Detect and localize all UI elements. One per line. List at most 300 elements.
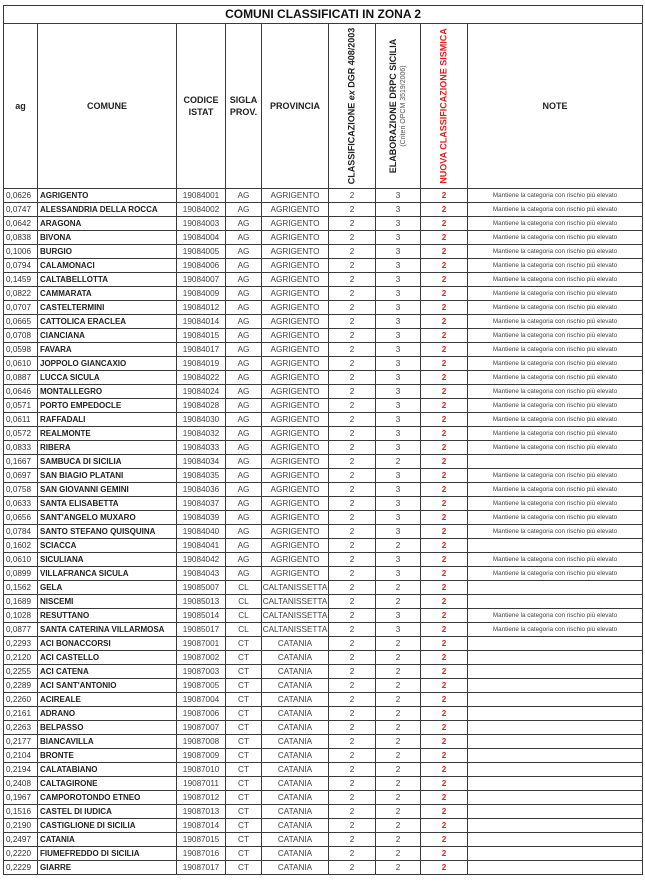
cell-sigla-prov: AG — [226, 455, 262, 469]
cell-classificazione-dgr: 2 — [329, 539, 376, 553]
cell-classificazione-dgr: 2 — [329, 595, 376, 609]
table-row — [4, 413, 643, 427]
cell-nuova-classificazione: 2 — [421, 553, 468, 567]
cell-provincia: CATANIA — [262, 665, 329, 679]
cell-comune: ADRANO — [38, 707, 177, 721]
cell-nuova-classificazione: 2 — [421, 441, 468, 455]
cell-provincia: CATANIA — [262, 861, 329, 875]
cell-codice-istat: 19084037 — [177, 497, 226, 511]
cell-ag: 0,0610 — [4, 553, 38, 567]
header-classificazione-b: DGR 408/2003 — [346, 27, 357, 91]
cell-note — [468, 693, 643, 707]
cell-note — [468, 847, 643, 861]
cell-note: Mantiene la categoria con rischio più elevato — [468, 609, 643, 623]
header-codice-line1: CODICE — [183, 95, 219, 105]
cell-ag: 0,2255 — [4, 665, 38, 679]
cell-codice-istat: 19087004 — [177, 693, 226, 707]
cell-comune: RESUTTANO — [38, 609, 177, 623]
cell-elaborazione-drpc: 2 — [376, 539, 421, 553]
cell-nuova-classificazione: 2 — [421, 833, 468, 847]
cell-elaborazione-drpc: 2 — [376, 707, 421, 721]
cell-elaborazione-drpc: 3 — [376, 245, 421, 259]
table-row — [4, 469, 643, 483]
cell-classificazione-dgr: 2 — [329, 497, 376, 511]
cell-provincia: AGRIGENTO — [262, 455, 329, 469]
cell-note — [468, 665, 643, 679]
cell-codice-istat: 19084007 — [177, 273, 226, 287]
cell-note: Mantiene la categoria con rischio più elevato — [468, 273, 643, 287]
cell-codice-istat: 19087009 — [177, 749, 226, 763]
cell-elaborazione-drpc: 3 — [376, 217, 421, 231]
cell-note — [468, 861, 643, 875]
cell-sigla-prov: CT — [226, 749, 262, 763]
cell-elaborazione-drpc: 2 — [376, 847, 421, 861]
table-row — [4, 595, 643, 609]
cell-sigla-prov: AG — [226, 567, 262, 581]
cell-provincia: AGRIGENTO — [262, 315, 329, 329]
cell-note — [468, 819, 643, 833]
cell-elaborazione-drpc: 3 — [376, 623, 421, 637]
cell-ag: 0,2161 — [4, 707, 38, 721]
table-row — [4, 763, 643, 777]
cell-note: Mantiene la categoria con rischio più elevato — [468, 623, 643, 637]
cell-provincia: AGRIGENTO — [262, 553, 329, 567]
cell-classificazione-dgr: 2 — [329, 525, 376, 539]
cell-classificazione-dgr: 2 — [329, 651, 376, 665]
cell-elaborazione-drpc: 2 — [376, 805, 421, 819]
cell-elaborazione-drpc: 3 — [376, 343, 421, 357]
cell-nuova-classificazione: 2 — [421, 679, 468, 693]
cell-sigla-prov: CT — [226, 861, 262, 875]
cell-sigla-prov: CT — [226, 805, 262, 819]
cell-comune: GELA — [38, 581, 177, 595]
cell-nuova-classificazione: 2 — [421, 217, 468, 231]
cell-sigla-prov: AG — [226, 315, 262, 329]
cell-sigla-prov: AG — [226, 483, 262, 497]
cell-codice-istat: 19084043 — [177, 567, 226, 581]
cell-comune: ARAGONA — [38, 217, 177, 231]
table-row — [4, 245, 643, 259]
cell-codice-istat: 19084035 — [177, 469, 226, 483]
cell-codice-istat: 19084042 — [177, 553, 226, 567]
table-row — [4, 805, 643, 819]
cell-sigla-prov: AG — [226, 343, 262, 357]
cell-nuova-classificazione: 2 — [421, 665, 468, 679]
cell-ag: 0,2497 — [4, 833, 38, 847]
cell-sigla-prov: AG — [226, 329, 262, 343]
cell-classificazione-dgr: 2 — [329, 721, 376, 735]
cell-nuova-classificazione: 2 — [421, 595, 468, 609]
cell-provincia: CALTANISSETTA — [262, 623, 329, 637]
cell-comune: SAMBUCA DI SICILIA — [38, 455, 177, 469]
cell-classificazione-dgr: 2 — [329, 203, 376, 217]
cell-comune: NISCEMI — [38, 595, 177, 609]
table-row — [4, 427, 643, 441]
cell-nuova-classificazione: 2 — [421, 203, 468, 217]
table-row — [4, 483, 643, 497]
comuni-zona-2-table — [3, 5, 643, 875]
cell-codice-istat: 19085014 — [177, 609, 226, 623]
cell-elaborazione-drpc: 2 — [376, 581, 421, 595]
table-row — [4, 679, 643, 693]
cell-note: Mantiene la categoria con rischio più elevato — [468, 553, 643, 567]
cell-ag: 0,2408 — [4, 777, 38, 791]
table-row — [4, 203, 643, 217]
cell-sigla-prov: AG — [226, 189, 262, 203]
cell-classificazione-dgr: 2 — [329, 567, 376, 581]
cell-ag: 0,0887 — [4, 371, 38, 385]
cell-classificazione-dgr: 2 — [329, 343, 376, 357]
cell-provincia: CATANIA — [262, 847, 329, 861]
cell-codice-istat: 19084009 — [177, 287, 226, 301]
cell-codice-istat: 19084034 — [177, 455, 226, 469]
cell-nuova-classificazione: 2 — [421, 469, 468, 483]
cell-note — [468, 763, 643, 777]
header-note: NOTE — [468, 24, 643, 189]
cell-codice-istat: 19084028 — [177, 399, 226, 413]
cell-nuova-classificazione: 2 — [421, 371, 468, 385]
table-row — [4, 693, 643, 707]
cell-nuova-classificazione: 2 — [421, 413, 468, 427]
cell-provincia: AGRIGENTO — [262, 203, 329, 217]
cell-comune: BIVONA — [38, 231, 177, 245]
header-ag: ag — [4, 24, 38, 189]
table-row — [4, 259, 643, 273]
cell-classificazione-dgr: 2 — [329, 819, 376, 833]
table-row — [4, 231, 643, 245]
table-row — [4, 497, 643, 511]
cell-nuova-classificazione: 2 — [421, 273, 468, 287]
cell-sigla-prov: AG — [226, 231, 262, 245]
cell-ag: 0,0572 — [4, 427, 38, 441]
cell-ag: 0,0758 — [4, 483, 38, 497]
cell-elaborazione-drpc: 2 — [376, 777, 421, 791]
cell-comune: CATANIA — [38, 833, 177, 847]
table-row — [4, 441, 643, 455]
table-row — [4, 637, 643, 651]
cell-comune: SAN GIOVANNI GEMINI — [38, 483, 177, 497]
cell-elaborazione-drpc: 3 — [376, 609, 421, 623]
cell-elaborazione-drpc: 3 — [376, 399, 421, 413]
cell-classificazione-dgr: 2 — [329, 805, 376, 819]
table-row — [4, 315, 643, 329]
table-row — [4, 749, 643, 763]
header-classificazione-ex: ex — [346, 90, 357, 101]
cell-nuova-classificazione: 2 — [421, 651, 468, 665]
cell-elaborazione-drpc: 3 — [376, 469, 421, 483]
cell-provincia: AGRIGENTO — [262, 497, 329, 511]
cell-nuova-classificazione: 2 — [421, 749, 468, 763]
cell-codice-istat: 19087003 — [177, 665, 226, 679]
cell-sigla-prov: CT — [226, 665, 262, 679]
table-row — [4, 399, 643, 413]
cell-elaborazione-drpc: 3 — [376, 483, 421, 497]
cell-codice-istat: 19087012 — [177, 791, 226, 805]
cell-provincia: AGRIGENTO — [262, 259, 329, 273]
cell-provincia: AGRIGENTO — [262, 217, 329, 231]
cell-ag: 0,1006 — [4, 245, 38, 259]
cell-nuova-classificazione: 2 — [421, 231, 468, 245]
cell-comune: LUCCA SICULA — [38, 371, 177, 385]
cell-classificazione-dgr: 2 — [329, 665, 376, 679]
cell-nuova-classificazione: 2 — [421, 777, 468, 791]
cell-provincia: CATANIA — [262, 721, 329, 735]
cell-provincia: AGRIGENTO — [262, 273, 329, 287]
cell-sigla-prov: CL — [226, 595, 262, 609]
cell-classificazione-dgr: 2 — [329, 763, 376, 777]
cell-codice-istat: 19084039 — [177, 511, 226, 525]
cell-sigla-prov: AG — [226, 525, 262, 539]
cell-ag: 0,2260 — [4, 693, 38, 707]
cell-sigla-prov: AG — [226, 413, 262, 427]
cell-nuova-classificazione: 2 — [421, 847, 468, 861]
cell-classificazione-dgr: 2 — [329, 287, 376, 301]
cell-note: Mantiene la categoria con rischio più elevato — [468, 329, 643, 343]
cell-provincia: AGRIGENTO — [262, 231, 329, 245]
cell-note — [468, 735, 643, 749]
cell-elaborazione-drpc: 3 — [376, 259, 421, 273]
cell-classificazione-dgr: 2 — [329, 623, 376, 637]
cell-codice-istat: 19084012 — [177, 301, 226, 315]
cell-elaborazione-drpc: 2 — [376, 819, 421, 833]
table-row — [4, 791, 643, 805]
cell-sigla-prov: AG — [226, 511, 262, 525]
cell-comune: CALTAGIRONE — [38, 777, 177, 791]
cell-sigla-prov: CL — [226, 581, 262, 595]
cell-provincia: AGRIGENTO — [262, 385, 329, 399]
cell-provincia: CATANIA — [262, 791, 329, 805]
cell-classificazione-dgr: 2 — [329, 427, 376, 441]
cell-note: Mantiene la categoria con rischio più elevato — [468, 287, 643, 301]
cell-nuova-classificazione: 2 — [421, 511, 468, 525]
cell-provincia: CALTANISSETTA — [262, 595, 329, 609]
cell-sigla-prov: AG — [226, 385, 262, 399]
cell-nuova-classificazione: 2 — [421, 427, 468, 441]
cell-ag: 0,0697 — [4, 469, 38, 483]
cell-nuova-classificazione: 2 — [421, 861, 468, 875]
table-row — [4, 301, 643, 315]
cell-provincia: AGRIGENTO — [262, 189, 329, 203]
cell-comune: ACIREALE — [38, 693, 177, 707]
cell-elaborazione-drpc: 3 — [376, 357, 421, 371]
cell-codice-istat: 19084002 — [177, 203, 226, 217]
cell-elaborazione-drpc: 3 — [376, 273, 421, 287]
cell-codice-istat: 19084036 — [177, 483, 226, 497]
cell-comune: AGRIGENTO — [38, 189, 177, 203]
cell-classificazione-dgr: 2 — [329, 511, 376, 525]
header-comune: COMUNE — [38, 24, 177, 189]
table-row — [4, 819, 643, 833]
cell-sigla-prov: AG — [226, 259, 262, 273]
cell-comune: CASTEL DI IUDICA — [38, 805, 177, 819]
cell-nuova-classificazione: 2 — [421, 791, 468, 805]
cell-classificazione-dgr: 2 — [329, 609, 376, 623]
cell-provincia: AGRIGENTO — [262, 413, 329, 427]
cell-ag: 0,2120 — [4, 651, 38, 665]
cell-elaborazione-drpc: 2 — [376, 679, 421, 693]
cell-note: Mantiene la categoria con rischio più elevato — [468, 301, 643, 315]
table-row — [4, 329, 643, 343]
cell-ag: 0,0784 — [4, 525, 38, 539]
cell-ag: 0,0571 — [4, 399, 38, 413]
table-row — [4, 735, 643, 749]
cell-nuova-classificazione: 2 — [421, 735, 468, 749]
table-row — [4, 847, 643, 861]
cell-note — [468, 581, 643, 595]
cell-codice-istat: 19084041 — [177, 539, 226, 553]
table-row — [4, 553, 643, 567]
cell-provincia: CATANIA — [262, 819, 329, 833]
cell-ag: 0,1459 — [4, 273, 38, 287]
cell-sigla-prov: AG — [226, 399, 262, 413]
cell-ag: 0,0611 — [4, 413, 38, 427]
cell-note: Mantiene la categoria con rischio più elevato — [468, 189, 643, 203]
cell-note — [468, 679, 643, 693]
cell-provincia: CATANIA — [262, 679, 329, 693]
cell-provincia: CATANIA — [262, 651, 329, 665]
cell-sigla-prov: CT — [226, 707, 262, 721]
cell-nuova-classificazione: 2 — [421, 623, 468, 637]
cell-elaborazione-drpc: 3 — [376, 287, 421, 301]
cell-comune: ACI BONACCORSI — [38, 637, 177, 651]
cell-comune: GIARRE — [38, 861, 177, 875]
cell-sigla-prov: AG — [226, 469, 262, 483]
cell-note: Mantiene la categoria con rischio più elevato — [468, 259, 643, 273]
cell-provincia: AGRIGENTO — [262, 245, 329, 259]
cell-elaborazione-drpc: 3 — [376, 567, 421, 581]
cell-classificazione-dgr: 2 — [329, 469, 376, 483]
cell-note: Mantiene la categoria con rischio più elevato — [468, 399, 643, 413]
cell-sigla-prov: AG — [226, 217, 262, 231]
cell-provincia: CATANIA — [262, 763, 329, 777]
cell-codice-istat: 19087016 — [177, 847, 226, 861]
cell-note: Mantiene la categoria con rischio più elevato — [468, 525, 643, 539]
cell-ag: 0,2190 — [4, 819, 38, 833]
cell-classificazione-dgr: 2 — [329, 217, 376, 231]
cell-codice-istat: 19084022 — [177, 371, 226, 385]
cell-nuova-classificazione: 2 — [421, 315, 468, 329]
table-row — [4, 525, 643, 539]
cell-comune: CASTELTERMINI — [38, 301, 177, 315]
cell-elaborazione-drpc: 3 — [376, 441, 421, 455]
cell-sigla-prov: CT — [226, 651, 262, 665]
cell-nuova-classificazione: 2 — [421, 497, 468, 511]
cell-ag: 0,0610 — [4, 357, 38, 371]
cell-note: Mantiene la categoria con rischio più elevato — [468, 385, 643, 399]
cell-nuova-classificazione: 2 — [421, 343, 468, 357]
cell-codice-istat: 19087006 — [177, 707, 226, 721]
table-row — [4, 665, 643, 679]
cell-elaborazione-drpc: 3 — [376, 427, 421, 441]
cell-provincia: AGRIGENTO — [262, 483, 329, 497]
cell-provincia: CATANIA — [262, 805, 329, 819]
cell-sigla-prov: CL — [226, 609, 262, 623]
cell-elaborazione-drpc: 2 — [376, 749, 421, 763]
cell-provincia: AGRIGENTO — [262, 371, 329, 385]
header-elaborazione-sub: (Criteri OPCM 3519/2006) — [400, 65, 407, 147]
cell-note: Mantiene la categoria con rischio più elevato — [468, 231, 643, 245]
cell-elaborazione-drpc: 3 — [376, 315, 421, 329]
header-sigla-line1: SIGLA — [229, 95, 258, 105]
cell-codice-istat: 19087014 — [177, 819, 226, 833]
cell-classificazione-dgr: 2 — [329, 315, 376, 329]
cell-codice-istat: 19084017 — [177, 343, 226, 357]
cell-comune: CASTIGLIONE DI SICILIA — [38, 819, 177, 833]
cell-ag: 0,0707 — [4, 301, 38, 315]
cell-codice-istat: 19087007 — [177, 721, 226, 735]
cell-note: Mantiene la categoria con rischio più elevato — [468, 315, 643, 329]
cell-sigla-prov: AG — [226, 371, 262, 385]
header-elaborazione-title: ELABORAZIONE DRPC SICILIA — [388, 38, 398, 174]
cell-comune: ALESSANDRIA DELLA ROCCA — [38, 203, 177, 217]
cell-ag: 0,0665 — [4, 315, 38, 329]
cell-classificazione-dgr: 2 — [329, 385, 376, 399]
cell-ag: 0,0822 — [4, 287, 38, 301]
cell-nuova-classificazione: 2 — [421, 329, 468, 343]
cell-sigla-prov: AG — [226, 245, 262, 259]
table-row — [4, 609, 643, 623]
cell-sigla-prov: CL — [226, 623, 262, 637]
cell-comune: ACI CASTELLO — [38, 651, 177, 665]
cell-provincia: AGRIGENTO — [262, 469, 329, 483]
cell-codice-istat: 19085017 — [177, 623, 226, 637]
cell-nuova-classificazione: 2 — [421, 609, 468, 623]
cell-provincia: CATANIA — [262, 833, 329, 847]
cell-codice-istat: 19087010 — [177, 763, 226, 777]
cell-codice-istat: 19084005 — [177, 245, 226, 259]
cell-provincia: CATANIA — [262, 693, 329, 707]
cell-codice-istat: 19084032 — [177, 427, 226, 441]
cell-comune: BIANCAVILLA — [38, 735, 177, 749]
cell-comune: ACI SANT'ANTONIO — [38, 679, 177, 693]
cell-elaborazione-drpc: 3 — [376, 525, 421, 539]
cell-sigla-prov: AG — [226, 553, 262, 567]
cell-nuova-classificazione: 2 — [421, 357, 468, 371]
cell-comune: CIANCIANA — [38, 329, 177, 343]
cell-elaborazione-drpc: 3 — [376, 189, 421, 203]
table-row — [4, 287, 643, 301]
header-sigla-line2: PROV. — [229, 107, 258, 117]
cell-codice-istat: 19085007 — [177, 581, 226, 595]
cell-comune: FAVARA — [38, 343, 177, 357]
cell-ag: 0,0656 — [4, 511, 38, 525]
cell-note: Mantiene la categoria con rischio più elevato — [468, 441, 643, 455]
table-title: COMUNI CLASSIFICATI IN ZONA 2 — [4, 6, 643, 24]
cell-sigla-prov: AG — [226, 497, 262, 511]
cell-codice-istat: 19084015 — [177, 329, 226, 343]
cell-ag: 0,1967 — [4, 791, 38, 805]
cell-note — [468, 777, 643, 791]
cell-nuova-classificazione: 2 — [421, 287, 468, 301]
cell-note — [468, 637, 643, 651]
cell-ag: 0,2177 — [4, 735, 38, 749]
cell-codice-istat: 19084040 — [177, 525, 226, 539]
cell-provincia: AGRIGENTO — [262, 399, 329, 413]
header-codice-istat — [177, 24, 226, 189]
table-row — [4, 357, 643, 371]
cell-codice-istat: 19085013 — [177, 595, 226, 609]
header-codice-line2: ISTAT — [188, 107, 214, 117]
cell-provincia: CATANIA — [262, 637, 329, 651]
cell-provincia: CALTANISSETTA — [262, 581, 329, 595]
header-nuova-classificazione — [421, 24, 468, 189]
cell-note — [468, 805, 643, 819]
cell-note: Mantiene la categoria con rischio più elevato — [468, 203, 643, 217]
cell-provincia: AGRIGENTO — [262, 343, 329, 357]
cell-nuova-classificazione: 2 — [421, 245, 468, 259]
cell-classificazione-dgr: 2 — [329, 833, 376, 847]
cell-nuova-classificazione: 2 — [421, 301, 468, 315]
